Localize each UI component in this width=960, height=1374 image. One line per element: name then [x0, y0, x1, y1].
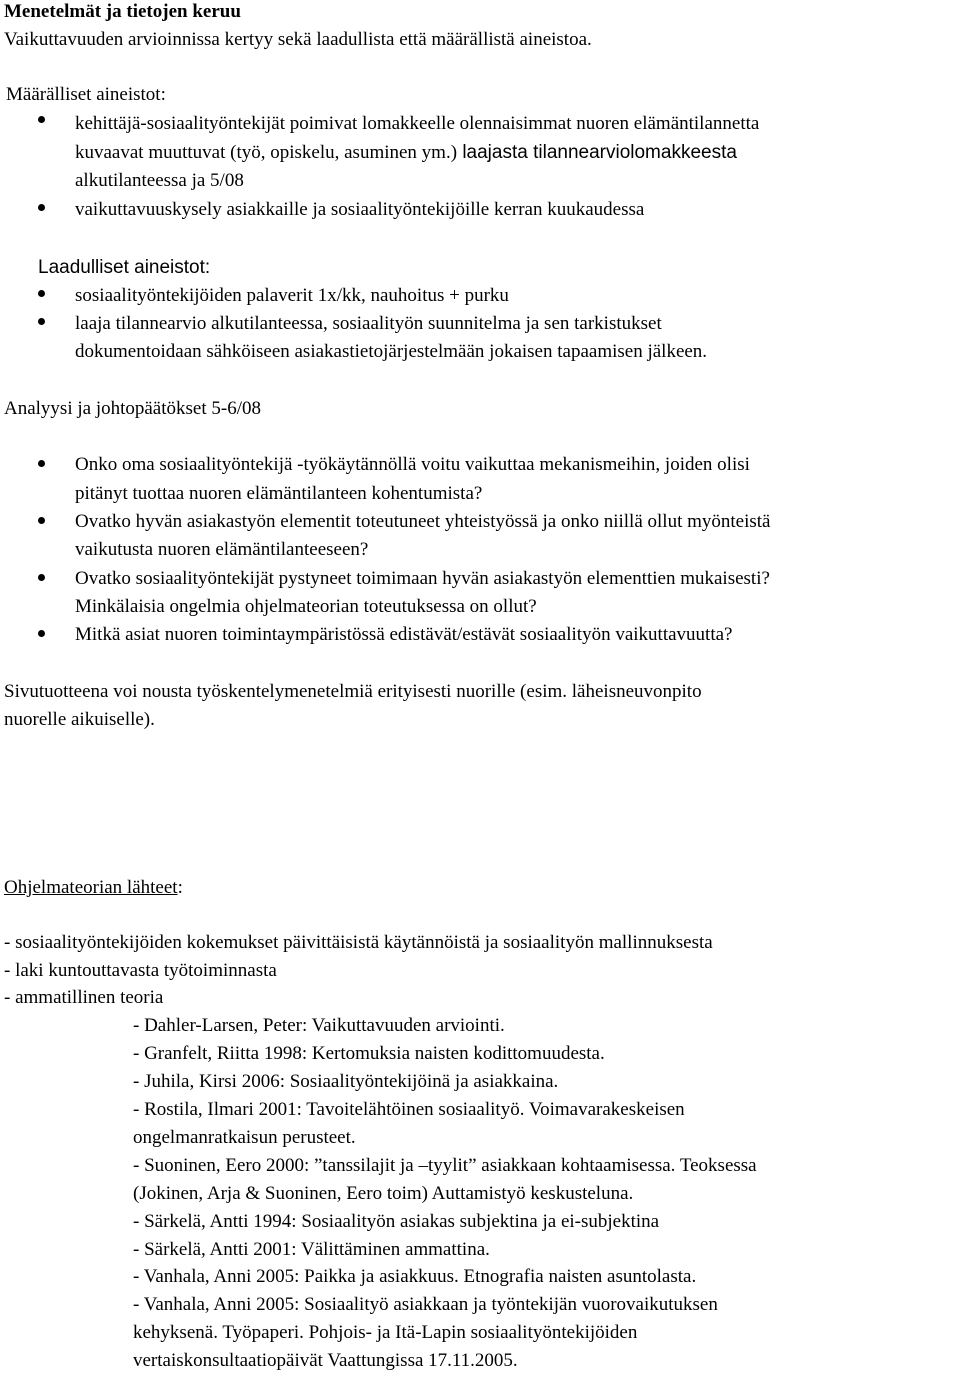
question3-line1: Ovatko sosiaalityöntekijät pystyneet toimimaan hyvän asiakastyön elementtien mukaisesti?: [75, 568, 770, 589]
reference-item-cont: kehyksenä. Työpaperi. Pohjois- ja Itä-Lapin sosiaalityöntekijöiden: [133, 1322, 638, 1343]
bullet-icon: [38, 204, 45, 211]
reference-item: - Dahler-Larsen, Peter: Vaikuttavuuden arviointi.: [133, 1015, 505, 1036]
bullet-icon: [38, 318, 45, 325]
byproduct-line2: nuorelle aikuiselle).: [4, 709, 155, 730]
reference-item-cont: vertaiskonsultaatiopäivät Vaattungissa 17.11.2005.: [133, 1350, 518, 1371]
bullet-icon: [38, 630, 45, 637]
qual-item2-line1: laaja tilannearvio alkutilanteessa, sosiaalityön suunnitelma ja sen tarkistukset: [75, 313, 662, 334]
quant-item1-line1: kehittäjä-sosiaalityöntekijät poimivat lomakkeelle olennaisimmat nuoren elämäntilannetta: [75, 113, 760, 134]
qualitative-label: Laadulliset aineistot:: [38, 257, 211, 278]
question1-line1: Onko oma sosiaalityöntekijä -työkäytännöllä voitu vaikuttaa mekanismeihin, joiden olisi: [75, 454, 750, 475]
question4: Mitkä asiat nuoren toimintaympäristössä edistävät/estävät sosiaalityön vaikuttavuutta?: [75, 624, 733, 645]
reference-item: - Särkelä, Antti 2001: Välittäminen ammattina.: [133, 1239, 490, 1260]
quant-item2: vaikuttavuuskysely asiakkaille ja sosiaalityöntekijöille kerran kuukaudessa: [75, 199, 645, 220]
sources-heading-text: Ohjelmateorian lähteet: [4, 877, 178, 898]
section-heading-sources: [4, 877, 183, 899]
reference-item: - Rostila, Ilmari 2001: Tavoitelähtöinen sosiaalityö. Voimavarakeskeisen: [133, 1099, 685, 1120]
section-heading-methods: Menetelmät ja tietojen keruu: [4, 1, 241, 22]
bullet-icon: [38, 460, 45, 467]
reference-item: - Vanhala, Anni 2005: Sosiaalityö asiakkaan ja työntekijän vuorovaikutuksen: [133, 1294, 718, 1315]
quant-item1-line3: alkutilanteessa ja 5/08: [75, 170, 244, 191]
qual-item1: sosiaalityöntekijöiden palaverit 1x/kk, nauhoitus + purku: [75, 285, 509, 306]
reference-item: - Granfelt, Riitta 1998: Kertomuksia naisten kodittomuudesta.: [133, 1043, 605, 1064]
intro-paragraph: Vaikuttavuuden arvioinnissa kertyy sekä laadullista että määrällistä aineistoa.: [4, 29, 592, 50]
question2-line2: vaikutusta nuoren elämäntilanteeseen?: [75, 539, 369, 560]
bullet-icon: [38, 574, 45, 581]
bullet-icon: [38, 517, 45, 524]
bullet-icon: [38, 290, 45, 297]
source-item: - ammatillinen teoria: [4, 987, 164, 1008]
question2-line1: Ovatko hyvän asiakastyön elementit toteutuneet yhteistyössä ja onko niillä ollut myönteistä: [75, 511, 771, 532]
sources-heading-colon: :: [177, 877, 183, 898]
quant-item1-line2a: kuvaavat muuttuvat (työ, opiskelu, asuminen ym.): [75, 142, 458, 163]
quant-item1-line2b: laajasta tilannearviolomakkeesta: [457, 142, 737, 163]
reference-item: - Vanhala, Anni 2005: Paikka ja asiakkuus. Etnografia naisten asuntolasta.: [133, 1266, 697, 1287]
reference-item-cont: ongelmanratkaisun perusteet.: [133, 1127, 356, 1148]
reference-item: - Särkelä, Antti 1994: Sosiaalityön asiakas subjektina ja ei-subjektina: [133, 1211, 660, 1232]
quant-item1-line2: [75, 142, 737, 164]
question1-line2: pitänyt tuottaa nuoren elämäntilanteen kohentumista?: [75, 483, 483, 504]
section-heading-analysis: Analyysi ja johtopäätökset 5-6/08: [4, 398, 261, 419]
reference-item: - Suoninen, Eero 2000: ”tanssilajit ja –tyylit” asiakkaan kohtaamisessa. Teoksessa: [133, 1155, 757, 1176]
reference-item-cont: (Jokinen, Arja & Suoninen, Eero toim) Auttamistyö keskusteluna.: [133, 1183, 634, 1204]
quantitative-label: Määrälliset aineistot:: [6, 84, 166, 105]
byproduct-line1: Sivutuotteena voi nousta työskentelymenetelmiä erityisesti nuorille (esim. läheisneuvonpito: [4, 681, 702, 702]
qual-item2-line2: dokumentoidaan sähköiseen asiakastietojärjestelmään jokaisen tapaamisen jälkeen.: [75, 341, 708, 362]
source-item: - sosiaalityöntekijöiden kokemukset päivittäisistä käytännöistä ja sosiaalityön mallinnuksesta: [4, 932, 713, 953]
source-item: - laki kuntouttavasta työtoiminnasta: [4, 960, 277, 981]
question3-line2: Minkälaisia ongelmia ohjelmateorian toteutuksessa on ollut?: [75, 596, 537, 617]
bullet-icon: [38, 116, 45, 123]
reference-item: - Juhila, Kirsi 2006: Sosiaalityöntekijöinä ja asiakkaina.: [133, 1071, 559, 1092]
